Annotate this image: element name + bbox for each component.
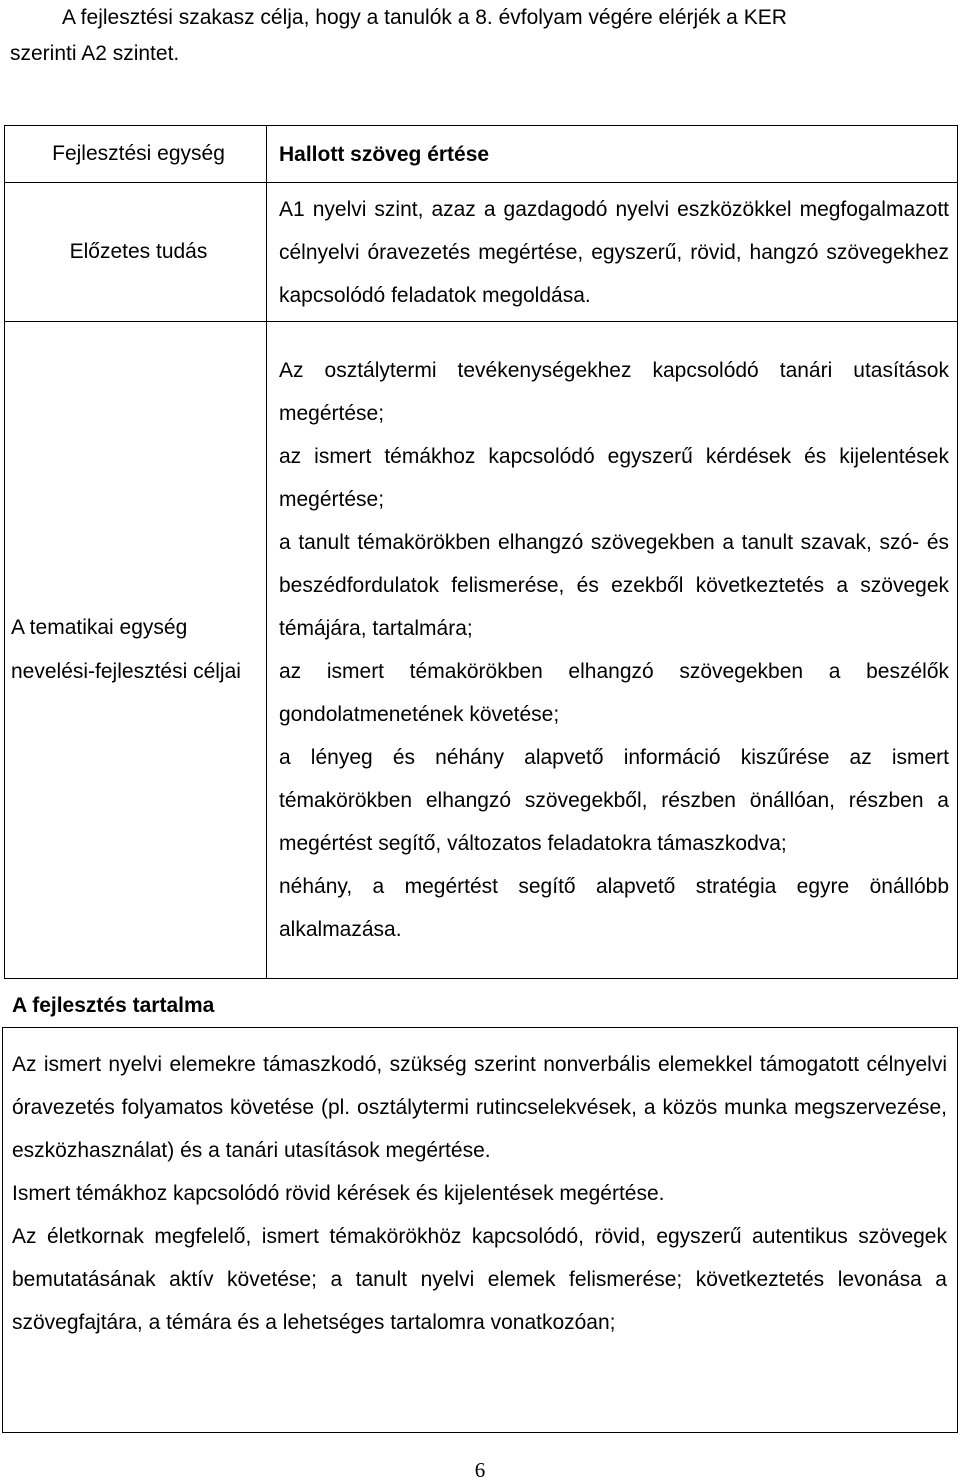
curriculum-table: [4, 125, 958, 979]
row-content-unit: Hallott szöveg értése: [267, 126, 958, 183]
page-number: 6: [474, 1458, 486, 1482]
row-label-prior-knowledge: Előzetes tudás: [5, 183, 267, 322]
goal-item: az ismert témákhoz kapcsolódó egyszerű kérdések és kijelentések megértése;: [279, 445, 949, 511]
goal-item: a tanult témakörökben elhangzó szövegekben a tanult szavak, szó- és beszédfordulatok felismerése, és ezekből következtetés a szövegek témájára, tartalmára;: [279, 531, 949, 640]
content-box: [2, 1027, 958, 1433]
goal-item: az ismert témakörökben elhangzó szövegekben a beszélők gondolatmenetének követése;: [279, 660, 949, 726]
row-content-goals: [267, 322, 958, 979]
table-row: [5, 126, 958, 183]
content-paragraph: Ismert témákhoz kapcsolódó rövid kérések és kijelentések megértése.: [12, 1182, 665, 1205]
intro-line-1: A fejlesztési szakasz célja, hogy a tanulók a 8. évfolyam végére elérjék a KER: [62, 6, 787, 29]
content-paragraph: Az életkornak megfelelő, ismert témakörökhöz kapcsolódó, rövid, egyszerű autentikus szövegek bemutatásának aktív követése; a tanult nyelvi elemek felismerése; következtetés levonása a szövegfajtára, a témára és a lehetséges tartalomra vonatkozóan;: [12, 1225, 947, 1334]
content-section-title: A fejlesztés tartalma: [12, 994, 215, 1017]
intro-line-2: szerinti A2 szintet.: [10, 42, 180, 65]
intro-paragraph: [10, 0, 950, 72]
row-label-unit: Fejlesztési egység: [5, 126, 267, 183]
row-content-prior-knowledge: A1 nyelvi szint, azaz a gazdagodó nyelvi eszközökkel megfogalmazott célnyelvi óravezetés megértése, egyszerű, rövid, hangzó szövegekhez kapcsolódó feladatok megoldása.: [267, 183, 958, 322]
row-label-goals: A tematikai egység nevelési-fejlesztési céljai: [5, 322, 267, 979]
goal-item: Az osztálytermi tevékenységekhez kapcsolódó tanári utasítások megértése;: [279, 359, 949, 425]
goal-item: néhány, a megértést segítő alapvető stratégia egyre önállóbb alkalmazása.: [279, 875, 949, 941]
table-row: [5, 183, 958, 322]
table-row: [5, 322, 958, 979]
content-paragraph: Az ismert nyelvi elemekre támaszkodó, szükség szerint nonverbális elemekkel támogatott célnyelvi óravezetés folyamatos követése (pl. osztálytermi rutincselekvések, a közös munka megszervezése, eszközhasználat) és a tanári utasítások megértése.: [12, 1053, 947, 1162]
goal-item: a lényeg és néhány alapvető információ kiszűrése az ismert témakörökben elhangzó szövegekből, részben önállóan, részben a megértést segítő, változatos feladatokra támaszkodva;: [279, 746, 949, 855]
